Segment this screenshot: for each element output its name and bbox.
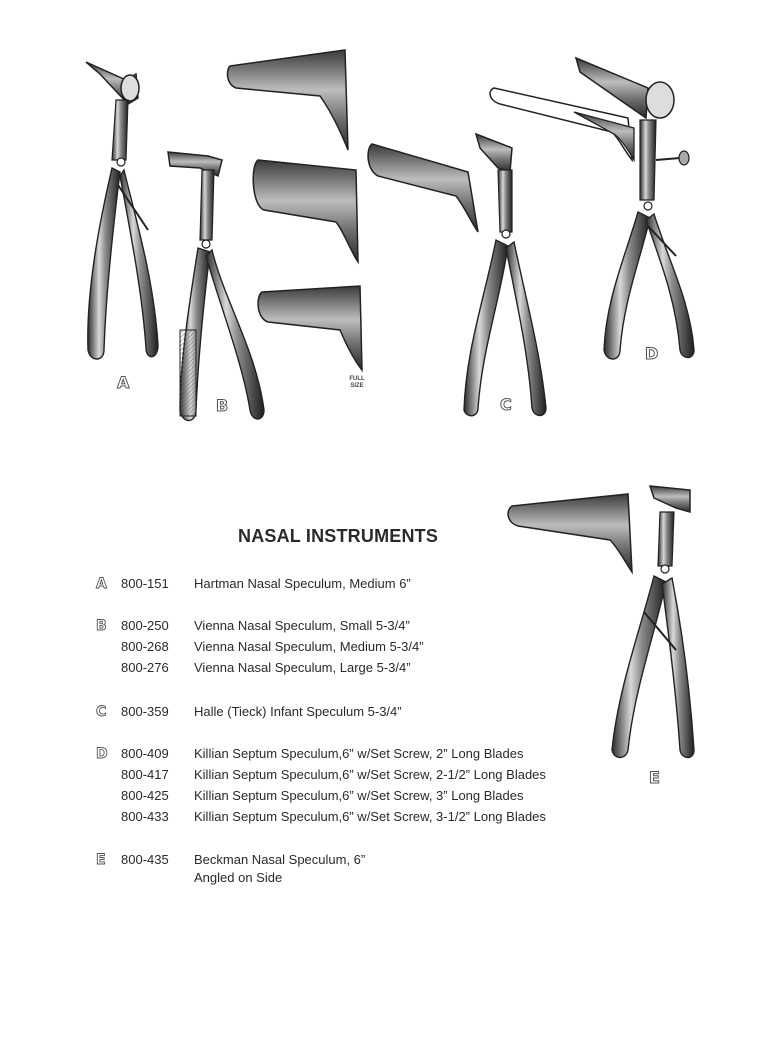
item-description: Hartman Nasal Speculum, Medium 6”	[194, 576, 411, 591]
instrument-b-illustration	[168, 152, 264, 421]
item-letter: D	[96, 746, 108, 762]
item-number: 800-268	[121, 639, 169, 654]
figure-label-c: C	[500, 395, 512, 414]
instrument-c-illustration	[368, 134, 546, 416]
item-number: 800-359	[121, 704, 169, 719]
full-size-label: FULL SIZE	[349, 376, 365, 389]
figure-label-e: E	[649, 768, 660, 787]
item-description: Killian Septum Speculum,6” w/Set Screw, 2-1/2” Long Blades	[194, 767, 546, 782]
item-description: Killian Septum Speculum,6” w/Set Screw, 2” Long Blades	[194, 746, 524, 761]
item-description: Killian Septum Speculum,6” w/Set Screw, 3” Long Blades	[194, 788, 524, 803]
item-letter: C	[96, 704, 107, 720]
item-number: 800-409	[121, 746, 169, 761]
item-letter: A	[96, 576, 107, 592]
item-description: Halle (Tieck) Infant Speculum 5-3/4”	[194, 704, 402, 719]
item-number: 800-425	[121, 788, 169, 803]
item-letter: B	[96, 618, 107, 634]
instrument-e-illustration	[508, 486, 694, 758]
item-number: 800-276	[121, 660, 169, 675]
item-letter: E	[96, 852, 106, 868]
instrument-a-illustration	[86, 62, 158, 359]
figure-label-d: D	[645, 344, 659, 363]
item-description: Beckman Nasal Speculum, 6”	[194, 852, 366, 867]
item-number: 800-433	[121, 809, 169, 824]
item-number: 800-435	[121, 852, 169, 867]
item-description: Vienna Nasal Speculum, Small 5-3/4”	[194, 618, 410, 633]
item-description: Vienna Nasal Speculum, Medium 5-3/4”	[194, 639, 424, 654]
item-number: 800-151	[121, 576, 169, 591]
item-description: Killian Septum Speculum,6” w/Set Screw, 3-1/2” Long Blades	[194, 809, 546, 824]
item-number: 800-417	[121, 767, 169, 782]
blade-views-illustration	[228, 50, 362, 370]
figure-label-b: B	[216, 396, 229, 415]
page-title: NASAL INSTRUMENTS	[238, 526, 439, 546]
item-description: Vienna Nasal Speculum, Large 5-3/4”	[194, 660, 411, 675]
item-e-note: Angled on Side	[194, 870, 283, 885]
item-number: 800-250	[121, 618, 169, 633]
figure-label-a: A	[117, 373, 130, 392]
